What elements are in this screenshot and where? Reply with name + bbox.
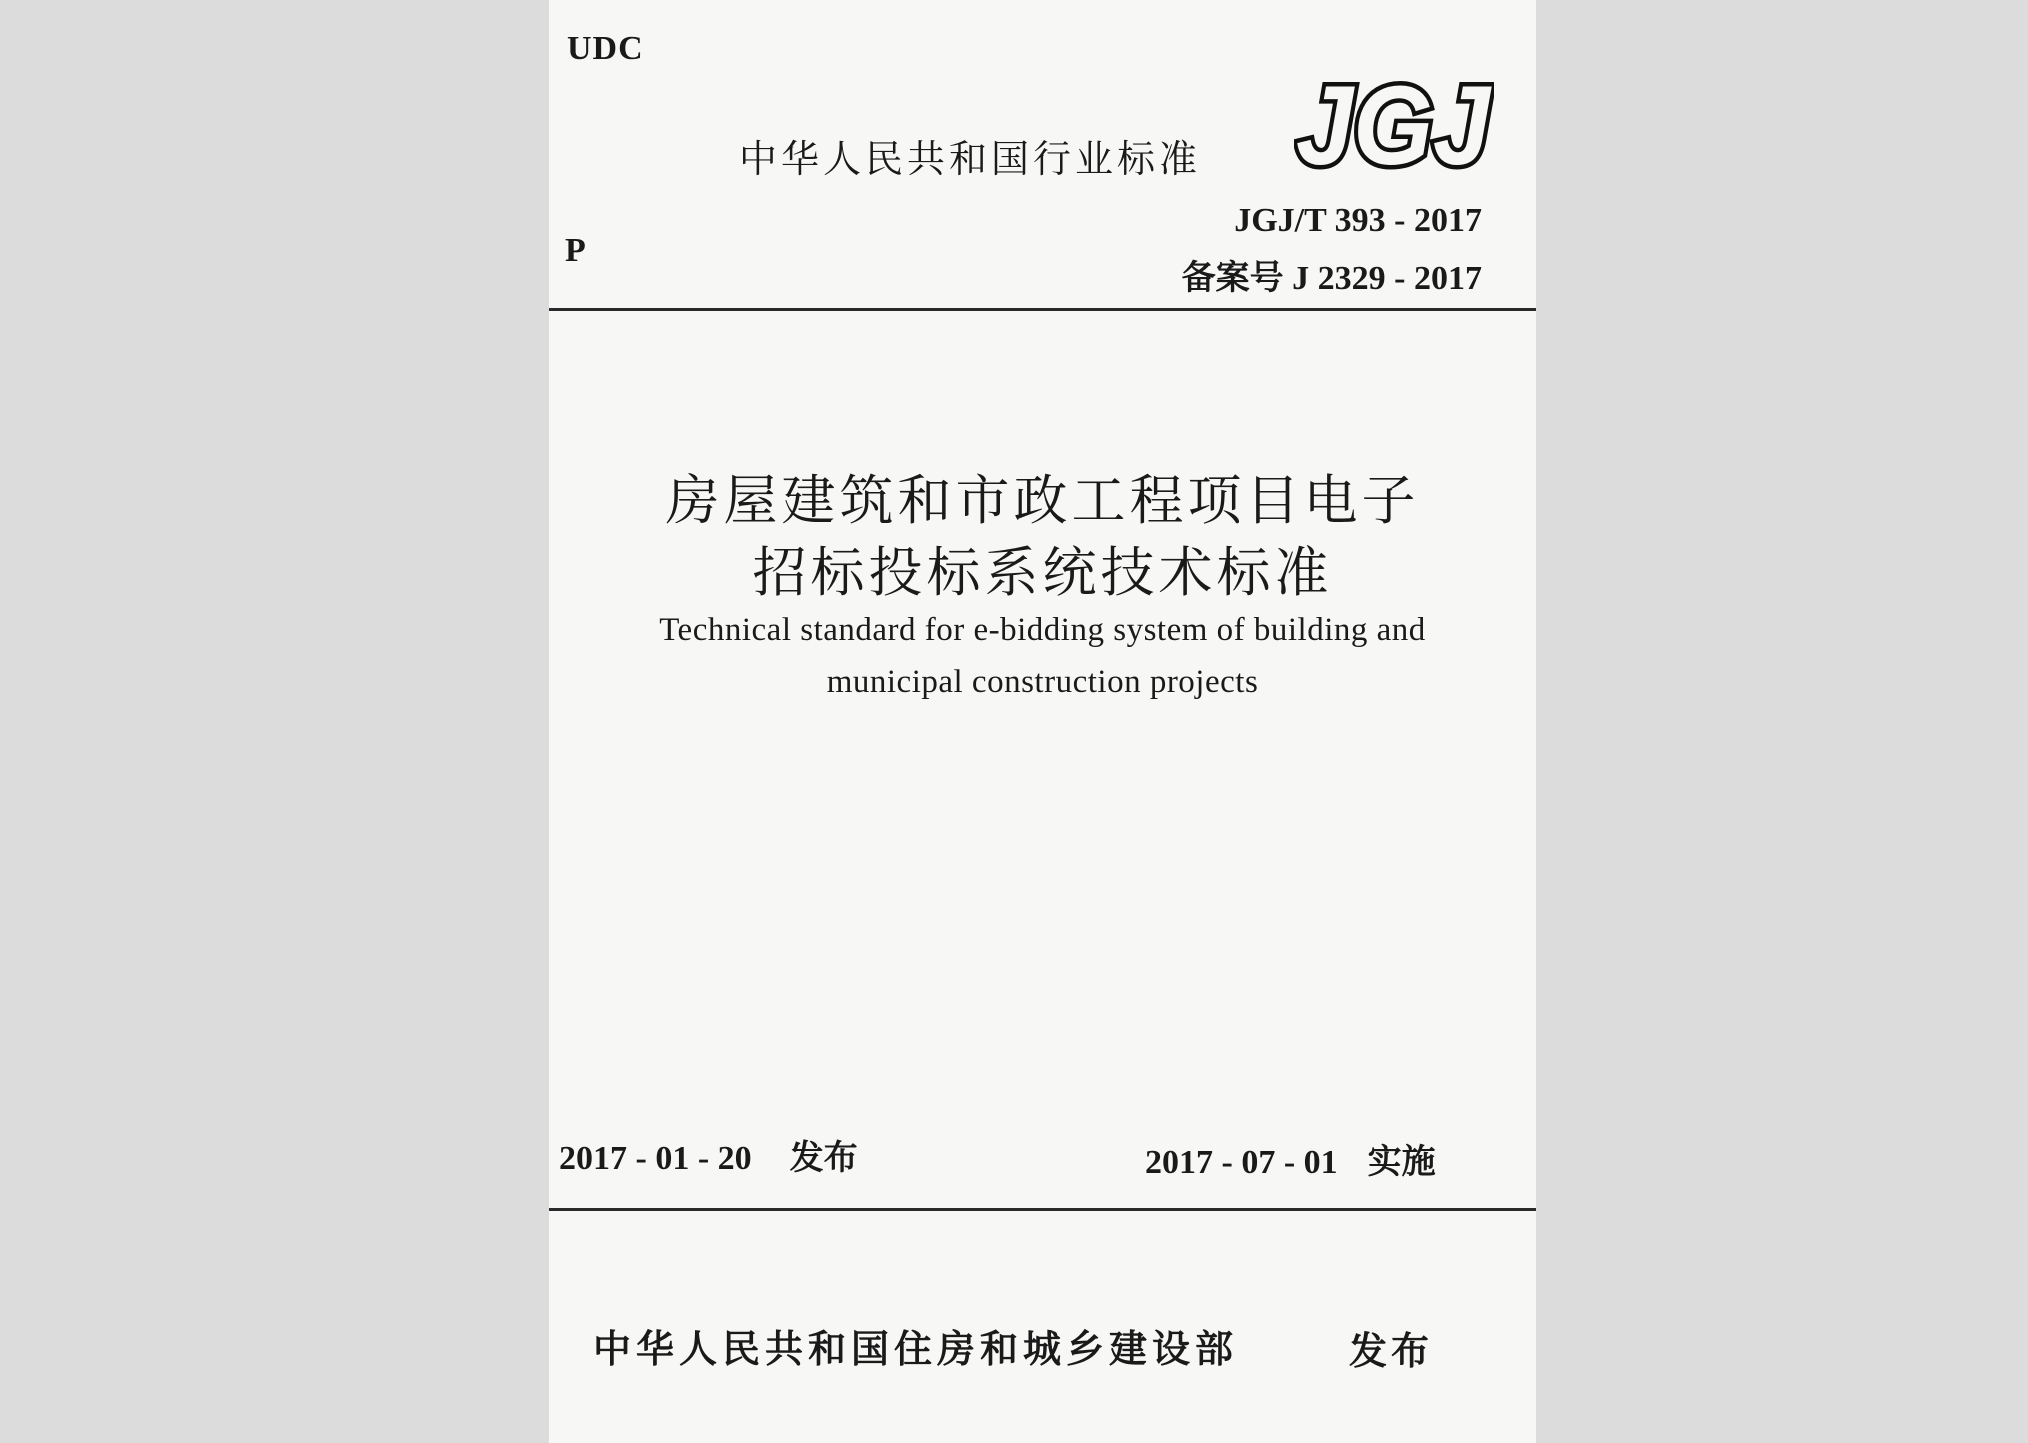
record-number: J 2329 - 2017 <box>1292 260 1482 297</box>
record-label: 备案号 <box>1181 258 1284 298</box>
effective-label: 实施 <box>1367 1142 1436 1182</box>
issue-label: 发布 <box>789 1138 858 1178</box>
effective-date: 2017 - 07 - 01 <box>1145 1144 1338 1181</box>
standard-code: JGJ/T 393 - 2017 <box>1234 202 1482 239</box>
publish-label: 发布 <box>1349 1329 1434 1373</box>
industry-standard-heading: 中华人民共和国行业标准 <box>739 137 1202 181</box>
effective-date-line <box>1145 1134 1436 1183</box>
record-number-line <box>1182 250 1482 299</box>
title-en-line1: Technical standard for e-bidding system of building and <box>659 612 1426 648</box>
category-label: P <box>565 232 586 269</box>
jgj-logo-text: JGJ <box>1296 68 1493 180</box>
issue-date: 2017 - 01 - 20 <box>559 1140 752 1177</box>
title-en-line2: municipal construction projects <box>826 664 1259 700</box>
jgj-logo <box>1294 68 1494 180</box>
document-cover <box>549 0 1536 1443</box>
title-cn-line1: 房屋建筑和市政工程项目电子 <box>665 469 1420 532</box>
bottom-divider <box>549 1208 1536 1211</box>
top-divider <box>549 308 1536 311</box>
issue-date-line <box>559 1130 858 1179</box>
udc-label: UDC <box>567 30 644 67</box>
publisher-name: 中华人民共和国住房和城乡建设部 <box>593 1327 1239 1371</box>
title-cn-line2: 招标投标系统技术标准 <box>752 541 1333 604</box>
